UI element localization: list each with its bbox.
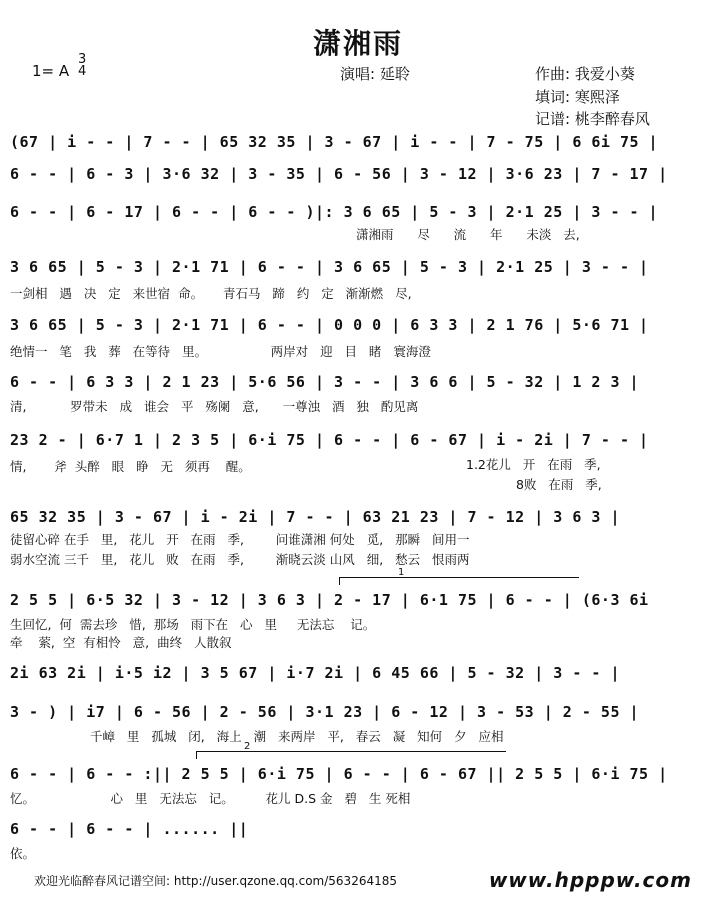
lyric: 情, 斧 头醉 眼 睁 无 须再 醒。: [10, 459, 251, 474]
notation: (67 | i - - | 7 - - | 65 32 35 | 3 - 67 | i - - | 7 - 75 | 6 6i 75 |: [10, 133, 659, 151]
lyric-verse-1: 1.2花儿 开 在雨 季,: [466, 457, 601, 472]
volta-2-tick: [196, 751, 197, 759]
site-watermark: www.hpppw.com: [488, 868, 692, 892]
notation: 3 6 65 | 5 - 3 | 2·1 71 | 6 - - | 0 0 0 | 6 3 3 | 2 1 76 | 5·6 71 |: [10, 316, 649, 334]
notation: 2i 63 2i | i·5 i2 | 3 5 67 | i·7 2i | 6 45 66 | 5 - 32 | 3 - - |: [10, 664, 620, 682]
lyric: 绝情一 笔 我 葬 在等待 里。 两岸对 迎 目 睹 寰海澄: [10, 344, 431, 359]
volta-1-bracket: [339, 577, 579, 578]
notation: 6 - - | 6 - 3 | 3·6 32 | 3 - 35 | 6 - 56 | 3 - 12 | 3·6 23 | 7 - 17 |: [10, 165, 668, 183]
lyric: 千嶂 里 孤城 闭, 海上 潮 来两岸 平, 春云 凝 知何 夕 应相: [90, 729, 504, 744]
volta-1-tick: [339, 577, 340, 585]
lyric-verse-2: 8败 在雨 季,: [516, 477, 602, 492]
lyric: 忆。 心 里 无法忘 记。 花儿 D.S 金 碧 生 死相: [10, 791, 411, 806]
time-signature: [78, 54, 86, 78]
notation: 6 - - | 6 - - :|| 2 5 5 | 6·i 75 | 6 - - | 6 - 67 || 2 5 5 | 6·i 75 |: [10, 765, 668, 783]
volta-1-label: 1: [398, 567, 405, 578]
lyric-verse-1: 徒留心碎 在手 里, 花儿 开 在雨 季, 问谁潇湘 何处 觅, 那瞬 间用一: [10, 532, 470, 547]
composer-credit: 作曲: 我爱小葵: [535, 65, 635, 83]
lyric-verse-2: 弱水空流 三千 里, 花儿 败 在雨 季, 渐晓云淡 山风 细, 愁云 恨雨两: [10, 552, 470, 567]
key-signature: 1= A: [32, 62, 70, 80]
notation: 23 2 - | 6·7 1 | 2 3 5 | 6·i 75 | 6 - - | 6 - 67 | i - 2i | 7 - - |: [10, 431, 649, 449]
lyric: 一剑相 遇 决 定 来世宿 命。 青石马 蹄 约 定 渐渐燃 尽,: [10, 286, 412, 301]
song-title: 潇湘雨: [312, 27, 403, 60]
lyric-verse-2: 牵 萦, 空 有相怜 意, 曲终 人散叙: [10, 635, 232, 650]
notation: 6 - - | 6 3 3 | 2 1 23 | 5·6 56 | 3 - - | 3 6 6 | 5 - 32 | 1 2 3 |: [10, 373, 640, 391]
lyricist-credit: 填词: 寒熙泽: [535, 88, 620, 106]
meter-bottom: 4: [78, 64, 87, 79]
transcriber-credit: 记谱: 桃李醉春风: [535, 110, 650, 128]
notation: 65 32 35 | 3 - 67 | i - 2i | 7 - - | 63 21 23 | 7 - 12 | 3 6 3 |: [10, 508, 620, 526]
footer-link-text: 欢迎光临醉春风记谱空间: http://user.qzone.qq.com/563264185: [34, 874, 398, 888]
lyric: 清, 罗带未 成 谁会 平 殇阑 意, 一尊浊 酒 独 酌见离: [10, 399, 419, 414]
volta-2-bracket: [196, 751, 506, 752]
lyric: 潇湘雨 尽 流 年 未淡 去,: [356, 227, 580, 242]
notation: 6 - - | 6 - - | ...... ||: [10, 820, 249, 838]
notation: 3 6 65 | 5 - 3 | 2·1 71 | 6 - - | 3 6 65 | 5 - 3 | 2·1 25 | 3 - - |: [10, 258, 649, 276]
lyric: 依。: [10, 846, 36, 861]
notation: 6 - - | 6 - 17 | 6 - - | 6 - - )|: 3 6 65 | 5 - 3 | 2·1 25 | 3 - - |: [10, 203, 659, 221]
volta-2-label: 2: [244, 741, 251, 752]
singer-credit: 演唱: 延聆: [340, 65, 410, 83]
notation: 2 5 5 | 6·5 32 | 3 - 12 | 3 6 3 | 2 - 17 | 6·1 75 | 6 - - | (6·3 6i: [10, 591, 649, 609]
lyric-verse-1: 生回忆, 何 需去珍 惜, 那场 雨下在 心 里 无法忘 记。: [10, 617, 376, 632]
notation: 3 - ) | i7 | 6 - 56 | 2 - 56 | 3·1 23 | 6 - 12 | 3 - 53 | 2 - 55 |: [10, 703, 640, 721]
meter-top: 3: [78, 52, 87, 67]
